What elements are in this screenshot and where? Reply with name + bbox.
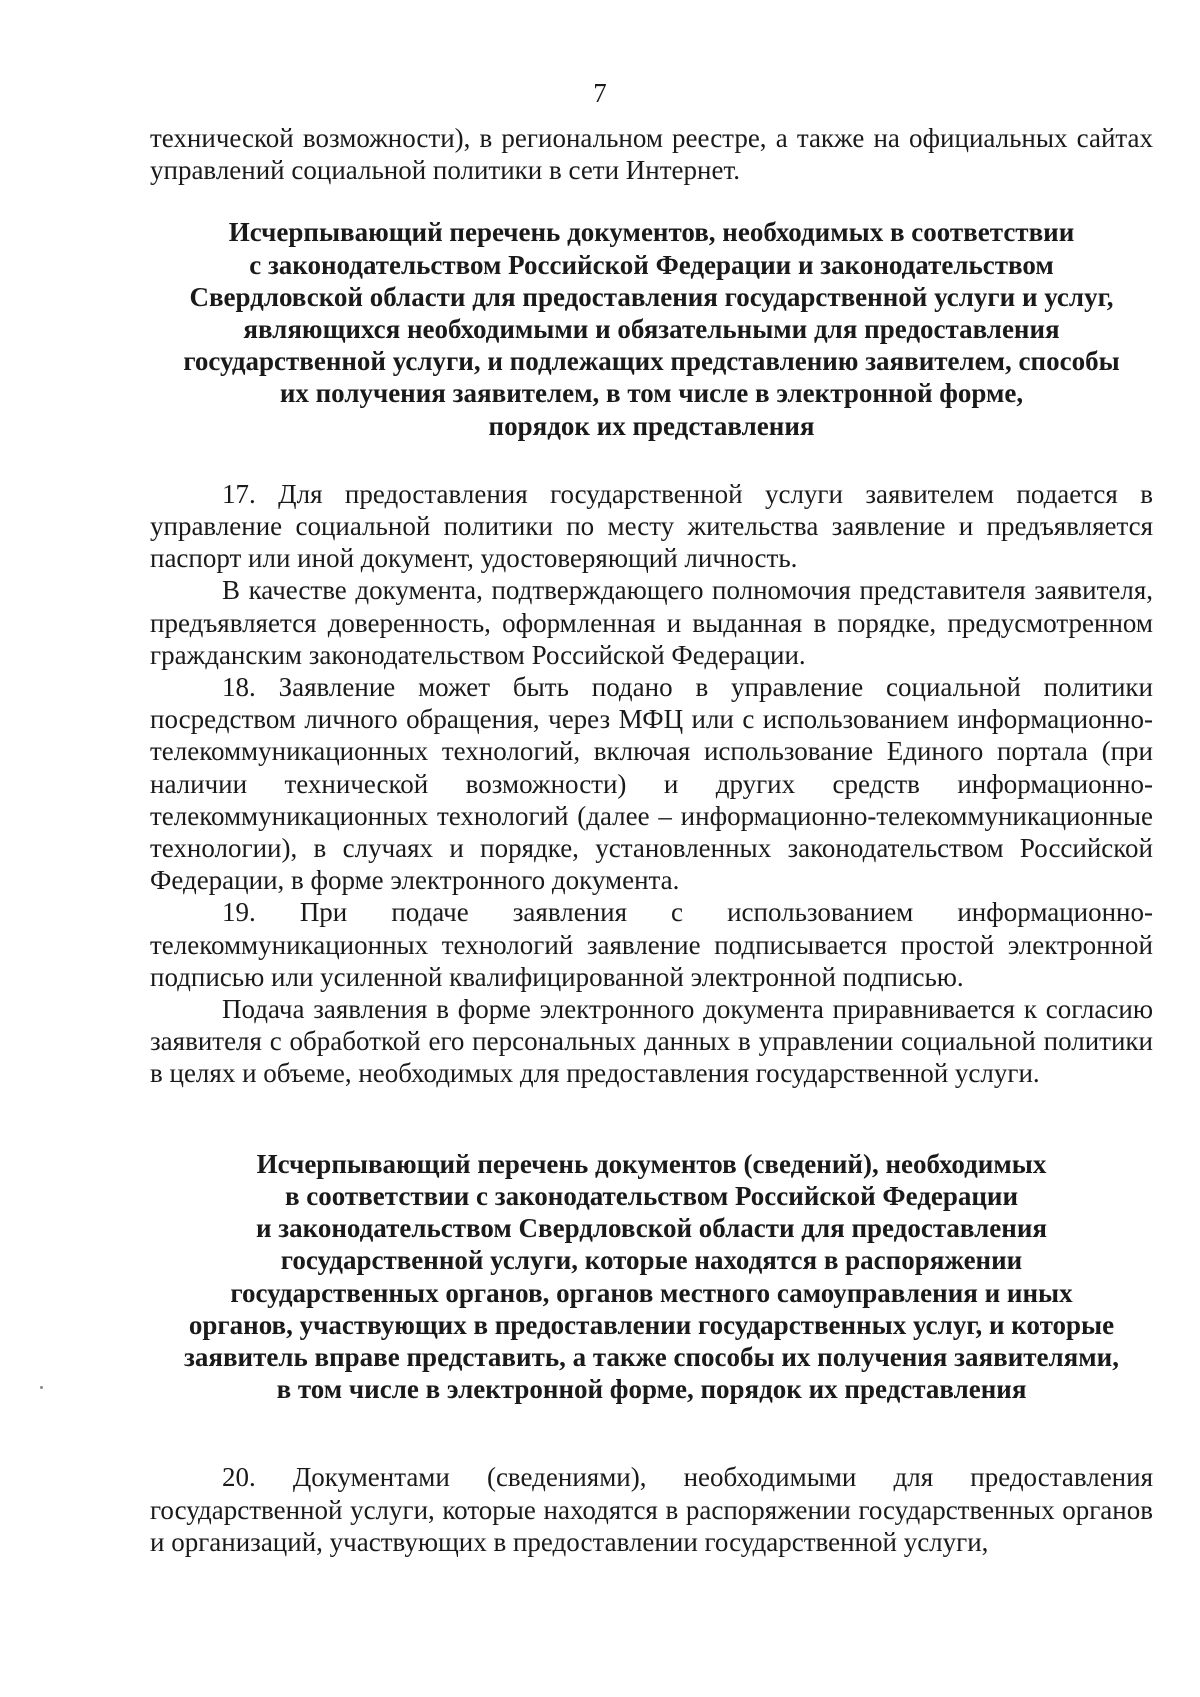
heading-line: в том числе в электронной форме, порядок их представления bbox=[276, 1374, 1027, 1405]
section-heading-documents bbox=[150, 216, 1153, 441]
heading-line: с законодательством Российской Федерации и законодательством bbox=[249, 249, 1054, 280]
heading-line: Исчерпывающий перечень документов, необходимых в соответствии bbox=[228, 217, 1075, 248]
paragraph-19: 19. При подаче заявления с использованием информационно-телекоммуникационных технологий заявление подписывается простой электронной подписью или усиленной квалифицированной электронной подписью. bbox=[150, 897, 1153, 992]
heading-line: их получения заявителем, в том числе в электронной форме, bbox=[279, 378, 1024, 409]
scan-speck bbox=[40, 1386, 43, 1389]
heading-line: Исчерпывающий перечень документов (сведений), необходимых bbox=[256, 1148, 1047, 1179]
heading-line: являющихся необходимыми и обязательными для предоставления bbox=[243, 314, 1060, 345]
page-number: 7 bbox=[593, 78, 607, 108]
heading-line: государственных органов, органов местного самоуправления и иных bbox=[230, 1277, 1073, 1308]
section-body-information bbox=[150, 1461, 1153, 1558]
heading-line: Свердловской области для предоставления государственной услуги и услуг, bbox=[189, 281, 1114, 312]
heading-line: государственной услуги, которые находятся в распоряжении bbox=[280, 1245, 1023, 1276]
document-body bbox=[150, 122, 1153, 1558]
heading-line: порядок их представления bbox=[488, 410, 815, 441]
intro-paragraph: технической возможности), в региональном реестре, а также на официальных сайтах управлений социальной политики в сети Интернет. bbox=[150, 123, 1153, 186]
section-body-documents bbox=[150, 478, 1153, 1090]
heading-line: органов, участвующих в предоставлении государственных услуг, и которые bbox=[188, 1309, 1115, 1340]
section-heading-information bbox=[150, 1148, 1153, 1406]
paragraph-consent: Подача заявления в форме электронного документа приравнивается к согласию заявителя с обработкой его персональных данных в управлении социальной политики в целях и объеме, необходимых для предоставления государственной услуги. bbox=[150, 994, 1153, 1089]
heading-line: в соответствии с законодательством Российской Федерации bbox=[284, 1180, 1019, 1211]
paragraph-18: 18. Заявление может быть подано в управление социальной политики посредством личного обращения, через МФЦ или с использованием информационно-телекоммуникационных технологий, включая использование Единого портала (при наличии технической возможности) и других средств информационно-телекоммуникационных технологий (далее – информационно-телекоммуникационные технологии), в случаях и порядке, установленных законодательством Российской Федерации, в форме электронного документа. bbox=[150, 672, 1153, 896]
paragraph-17: 17. Для предоставления государственной услуги заявителем подается в управление социальной политики по месту жительства заявление и предъявляется паспорт или иной документ, удостоверяющий личность. bbox=[150, 478, 1153, 574]
heading-line: заявитель вправе представить, а также способы их получения заявителями, bbox=[184, 1341, 1119, 1372]
heading-line: государственной услуги, и подлежащих представлению заявителем, способы bbox=[183, 346, 1120, 377]
paragraph-representative: В качестве документа, подтверждающего полномочия представителя заявителя, предъявляется доверенность, оформленная и выданная в порядке, предусмотренном гражданским законодательством Российской Федерации. bbox=[150, 575, 1153, 670]
heading-line: и законодательством Свердловской области для предоставления bbox=[255, 1213, 1047, 1244]
paragraph-20: 20. Документами (сведениями), необходимыми для предоставления государственной услуги, которые находятся в распоряжении государственных органов и организаций, участвующих в предоставлении государственной услуги, bbox=[150, 1462, 1153, 1557]
